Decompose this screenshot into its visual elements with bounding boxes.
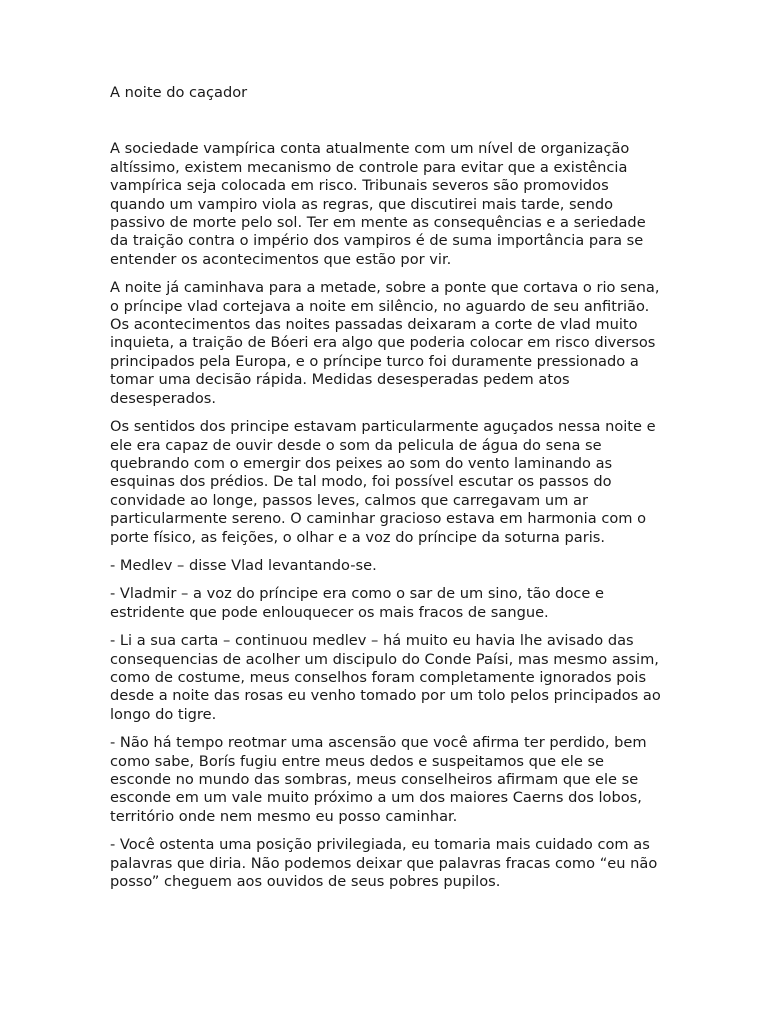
document-title: A noite do caçador: [110, 84, 248, 101]
paragraph-4: - Medlev – disse Vlad levantando-se.: [110, 556, 377, 574]
paragraph-8: - Você ostenta uma posição privilegiada, eu tomaria mais cuidado com as palavras que diria. Não podemos deixar que palavras fracas como “eu não posso” cheguem aos ouvidos de seus pobres pupilos.: [110, 836, 658, 891]
document-body: [110, 84, 666, 901]
paragraph-3: Os sentidos dos principe estavam particularmente aguçados nessa noite e ele era capaz de ouvir desde o som da pelicula de água do sena se quebrando com o emergir dos peixes ao som do vento laminando as esquinas dos prédios. De tal modo, foi possível escutar os passos do convidade ao longe, passos leves, calmos que carregavam um ar particularmente sereno. O caminhar gracioso estava em harmonia com o porte físico, as feições, o olhar e a voz do príncipe da soturna paris.: [110, 418, 656, 546]
paragraph-2: A noite já caminhava para a metade, sobre a ponte que cortava o rio sena, o príncipe vlad cortejava a noite em silêncio, no aguardo de seu anfitrião. Os acontecimentos das noites passadas deixaram a corte de vlad muito inquieta, a traição de Bóeri era algo que poderia colocar em risco diversos principados pela Europa, e o príncipe turco foi duramente pressionado a tomar uma decisão rápida. Medidas desesperadas pedem atos desesperados.: [110, 279, 660, 407]
paragraph-7: - Não há tempo reotmar uma ascensão que você afirma ter perdido, bem como sabe, Borís fugiu entre meus dedos e suspeitamos que ele se esconde no mundo das sombras, meus conselheiros afirmam que ele se esconde em um vale muito próximo a um dos maiores Caerns dos lobos, território onde nem mesmo eu posso caminhar.: [110, 734, 647, 825]
paragraph-5: - Vladmir – a voz do príncipe era como o sar de um sino, tão doce e estridente que pode enlouquecer os mais fracos de sangue.: [110, 585, 604, 621]
paragraph-1: A sociedade vampírica conta atualmente com um nível de organização altíssimo, existem mecanismo de controle para evitar que a existência vampírica seja colocada em risco. Tribunais severos são promovidos quando um vampiro viola as regras, que discutirei mais tarde, sendo passivo de morte pelo sol. Ter em mente as consequências e a seriedade da traição contra o império dos vampiros é de suma importância para se entender os acontecimentos que estão por vir.: [110, 140, 646, 268]
paragraph-6: - Li a sua carta – continuou medlev – há muito eu havia lhe avisado das consequencias de acolher um discipulo do Conde Paísi, mas mesmo assim, como de costume, meus conselhos foram completamente ignorados pois desde a noite das rosas eu venho tomado por um tolo pelos principados ao longo do tigre.: [110, 632, 661, 723]
